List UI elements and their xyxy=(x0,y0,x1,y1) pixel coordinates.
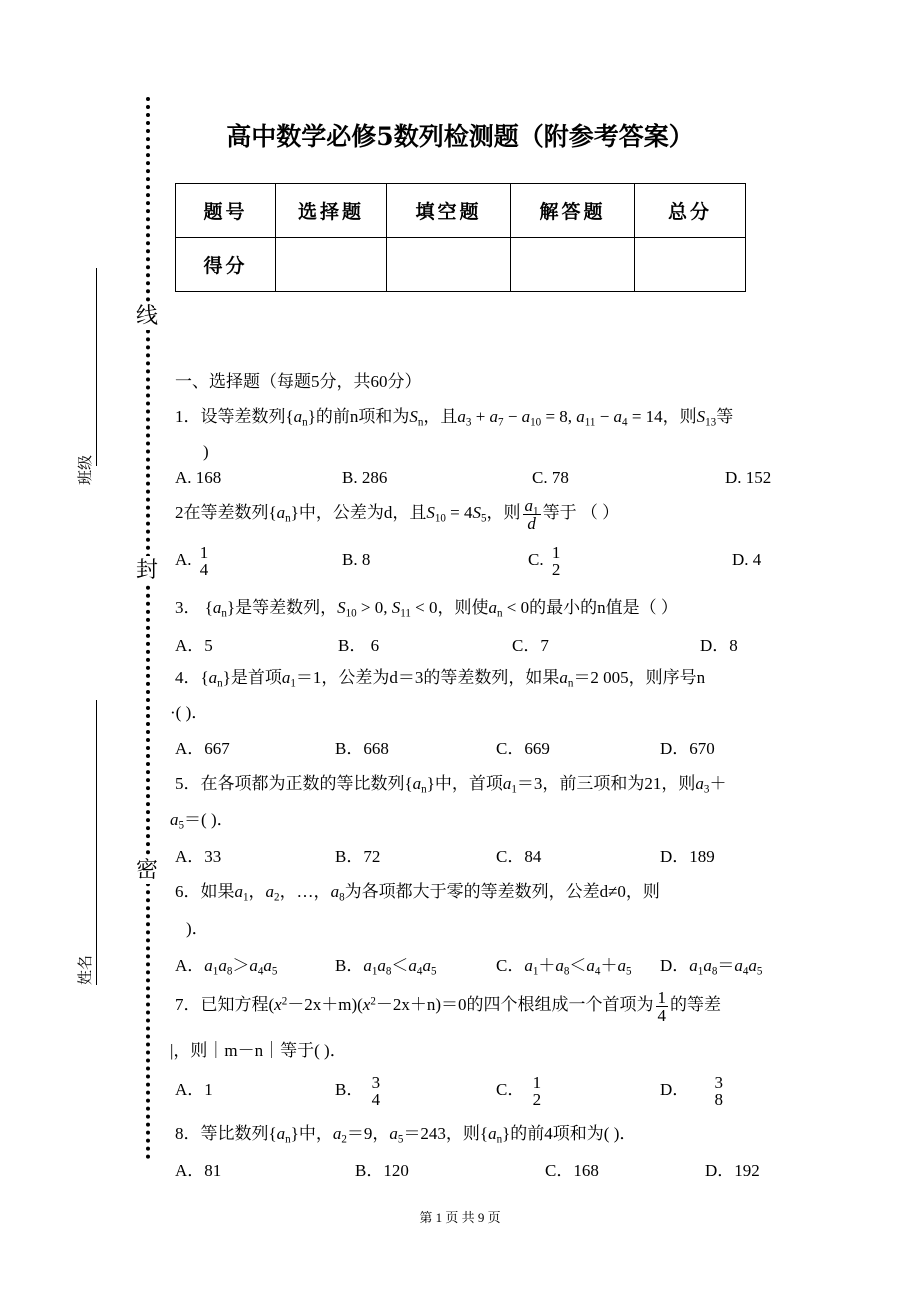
fraction xyxy=(523,497,541,532)
fraction xyxy=(713,1074,726,1108)
option: B. 8 xyxy=(342,550,371,569)
option: C．84 xyxy=(496,847,542,866)
option-label: B． xyxy=(335,1080,364,1099)
class-label: 班级 xyxy=(76,454,94,485)
option: B. 286 xyxy=(342,468,388,487)
score-table xyxy=(175,183,746,292)
option: C．669 xyxy=(496,739,550,758)
option: A．81 xyxy=(175,1161,222,1180)
option: B．72 xyxy=(335,847,381,866)
seal-char-secret: 密 xyxy=(136,857,159,882)
fraction-num: 1 xyxy=(657,987,667,1007)
stem-part: 7．已知方程$(x^2-2x+m)(x^2-2x+n)=0$的四个根组成一个首项为 xyxy=(175,995,654,1014)
question-6-cont: )． xyxy=(186,919,209,938)
fraction-num: 1 xyxy=(199,543,209,563)
fraction-den: 2 xyxy=(551,560,561,580)
fraction-num: $a_1$ xyxy=(524,495,539,517)
option: B．$a_1a_8<a_4a_5$ xyxy=(335,956,437,978)
option: A．667 xyxy=(175,739,230,758)
row-label: 得分 xyxy=(176,238,276,292)
question-7-stem xyxy=(175,988,721,1024)
table-header: 选择题 xyxy=(276,184,387,238)
option-label: C. xyxy=(528,550,544,569)
option: B．668 xyxy=(335,739,389,758)
stem-part: 2在等差数列$\{a_n\}$中，公差为d，且$S_{10} = 4S_5$，则 xyxy=(175,503,521,525)
fraction xyxy=(531,1074,544,1108)
option: C．7 xyxy=(512,636,549,655)
option: B．120 xyxy=(355,1161,409,1180)
table-row xyxy=(176,238,746,292)
table-header: 题号 xyxy=(176,184,276,238)
class-underline[interactable] xyxy=(96,268,97,466)
table-header: 总分 xyxy=(635,184,746,238)
question-6-stem: 6．如果$a_1$，$a_2$，…，$a_8$为各项都大于零的等差数列，公差d≠0，则 xyxy=(175,882,660,904)
seal-dotted-line xyxy=(146,97,150,1160)
option: D．670 xyxy=(660,739,715,758)
score-cell[interactable] xyxy=(276,238,387,292)
question-4-stem: 4．$\{a_n\}$是首项$a_1=1$，公差为d＝3的等差数列，如果$a_n=2$ 005，则序号n xyxy=(175,668,706,690)
option: C．168 xyxy=(545,1161,599,1180)
name-underline[interactable] xyxy=(96,700,97,985)
score-cell[interactable] xyxy=(511,238,635,292)
score-cell[interactable] xyxy=(635,238,746,292)
option xyxy=(660,1073,727,1108)
seal-char-seal: 封 xyxy=(136,557,159,582)
question-2-stem xyxy=(175,496,619,532)
page-footer: 第 1 页 共 9 页 xyxy=(419,1210,501,1225)
option: A．33 xyxy=(175,847,222,866)
fraction-den: 4 xyxy=(371,1090,381,1110)
fraction-num: 3 xyxy=(371,1073,381,1093)
table-header: 解答题 xyxy=(511,184,635,238)
question-5-cont: $a_5=$( )． xyxy=(170,810,234,832)
option: C．$a_1+a_8<a_4+a_5$ xyxy=(496,956,632,978)
option-label: C． xyxy=(496,1080,525,1099)
fraction-den: 4 xyxy=(199,560,209,580)
question-4-cont: ·( )． xyxy=(170,703,209,722)
option: A．$a_1a_8>a_4a_5$ xyxy=(175,956,278,978)
option: D．189 xyxy=(660,847,715,866)
question-1-stem: 1．设等差数列$\{a_n\}$的前n项和为$S_n$，且$a_3 + a_7 - a_{10} = 8$, $a_{11} - a_4 = 14$，则$S_{13}$等 xyxy=(175,407,734,429)
option xyxy=(528,543,564,578)
score-cell[interactable] xyxy=(387,238,511,292)
fraction-num: 1 xyxy=(532,1073,542,1093)
fraction xyxy=(656,989,669,1024)
fraction-num: 3 xyxy=(714,1073,724,1093)
name-label: 姓名 xyxy=(76,954,94,985)
table-header: 填空题 xyxy=(387,184,511,238)
option: A. 168 xyxy=(175,468,222,487)
option xyxy=(175,543,212,578)
stem-part: 的等差 xyxy=(670,995,722,1014)
table-row xyxy=(176,184,746,238)
question-5-stem: 5．在各项都为正数的等比数列$\{a_n\}$中，首项$a_1=3$，前三项和为21，则$a_3+$ xyxy=(175,774,727,796)
option: A．1 xyxy=(175,1080,213,1099)
option: B． 6 xyxy=(338,636,380,655)
question-7-cont: |，则｜m－n｜等于( )． xyxy=(170,1041,347,1060)
fraction-den: 2 xyxy=(532,1090,542,1110)
option: D. 4 xyxy=(732,550,762,569)
option: D．8 xyxy=(700,636,738,655)
option-label: A. xyxy=(175,550,192,569)
option-label: D． xyxy=(660,1080,690,1099)
fraction xyxy=(370,1074,383,1108)
question-1-cont: ) xyxy=(203,442,209,461)
option: A．5 xyxy=(175,636,213,655)
fraction-den: 4 xyxy=(657,1005,667,1025)
fraction xyxy=(198,544,211,578)
page-title: 高中数学必修5数列检测题（附参考答案） xyxy=(226,122,694,151)
fraction-num: 1 xyxy=(551,543,561,563)
section-heading: 一、选择题（每题5分，共60分） xyxy=(175,372,422,391)
option: D. 152 xyxy=(725,468,772,487)
stem-part: 等于 （ ） xyxy=(542,503,620,522)
option: D．192 xyxy=(705,1161,760,1180)
fraction-den: d xyxy=(527,513,536,533)
fraction-den: 8 xyxy=(714,1090,724,1110)
option: D．$a_1a_8=a_4a_5$ xyxy=(660,956,763,978)
option: C. 78 xyxy=(532,468,569,487)
option xyxy=(496,1073,545,1108)
question-3-stem: 3． $\{a_n\}$是等差数列，$S_{10} > 0$, $S_{11} < 0$，则使$a_n < 0$的最小的n值是（ ） xyxy=(175,598,678,620)
option xyxy=(335,1073,384,1108)
question-8-stem: 8．等比数列$\{a_n\}$中，$a_2=9$，$a_5=243$，则$\{a_n\}$的前4项和为( )． xyxy=(175,1124,637,1146)
fraction xyxy=(550,544,563,578)
seal-char-line: 线 xyxy=(136,303,159,328)
